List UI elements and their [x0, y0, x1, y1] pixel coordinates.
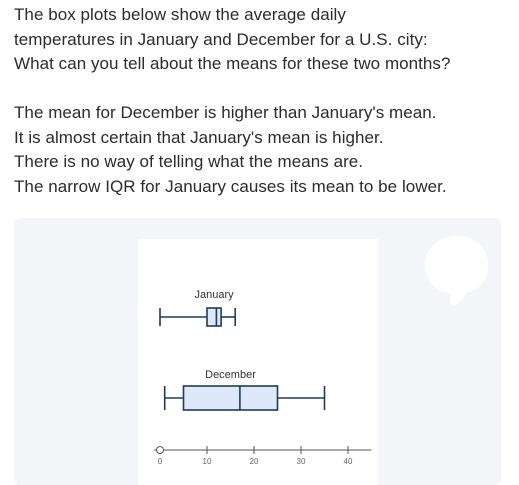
question-line: The box plots below show the average daily	[14, 5, 346, 24]
question-line: temperatures in January and December for a U.S. city:	[14, 29, 428, 49]
figure-panel	[14, 218, 501, 485]
x-tick-label: 40	[343, 457, 353, 466]
iqr-box	[207, 308, 221, 326]
answer-options	[14, 101, 514, 199]
answer-option[interactable]: It is almost certain that January's mean is higher.	[14, 127, 384, 147]
series-label: January	[194, 289, 234, 301]
question-line: What can you tell about the means for these two months?	[14, 54, 451, 73]
series-label: December	[205, 369, 256, 381]
question-text	[14, 3, 514, 77]
x-axis-origin-marker	[157, 447, 164, 454]
box-plot-figure	[138, 239, 378, 485]
x-tick-label: 0	[157, 457, 163, 466]
iqr-box	[184, 386, 278, 410]
box-plot-chart	[138, 239, 378, 485]
answer-option[interactable]: The mean for December is higher than January's mean.	[14, 103, 437, 122]
x-tick-label: 10	[202, 457, 212, 466]
answer-option[interactable]: There is no way of telling what the means are.	[14, 152, 364, 171]
blob-mark	[414, 230, 494, 310]
x-tick-label: 30	[296, 457, 306, 466]
answer-option[interactable]: The narrow IQR for January causes its mean to be lower.	[14, 176, 447, 196]
x-tick-label: 20	[249, 457, 259, 466]
